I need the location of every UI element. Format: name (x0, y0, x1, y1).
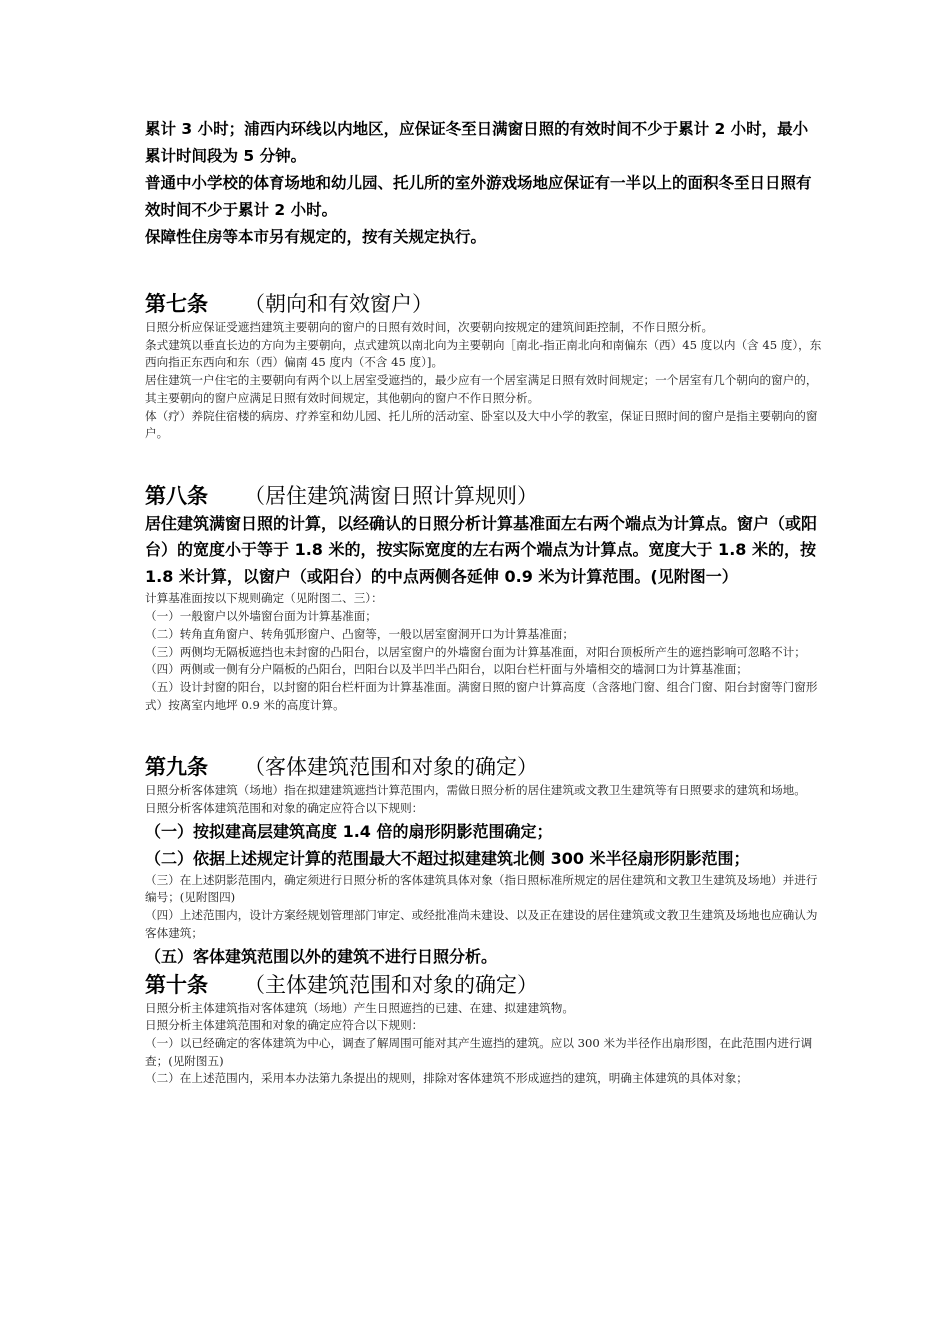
intro-paragraph-3: 保障性住房等本市另有规定的，按有关规定执行。 (145, 228, 487, 246)
article-8-paragraph: （三）两侧均无隔板遮挡也未封窗的凸阳台，以居室窗户的外墙窗台面为计算基准面，对阳台顶板所产生的遮挡影响可忽略不计； (145, 644, 806, 659)
article-9-bold-item: （一）按拟建高层建筑高度 1.4 倍的扇形阴影范围确定； (145, 821, 553, 841)
article-10-paragraph: （一）以已经确定的客体建筑为中心，调查了解周围可能对其产生遮挡的建筑。应以 300 米为半径作出扇形图，在此范围内进行调查；(见附图五) (145, 1035, 813, 1068)
article-9-number: 第九条 (145, 755, 208, 780)
article-9-heading (145, 752, 822, 782)
intro-paragraph-2: 普通中小学校的体育场地和幼儿园、托儿所的室外游戏场地应保证有一半以上的面积冬至日日照有效时间不少于累计 2 小时。 (145, 174, 812, 219)
article-9-paragraph: 日照分析客体建筑（场地）指在拟建建筑遮挡计算范围内，需做日照分析的居住建筑或文教卫生建筑等有日照要求的建筑和场地。 (145, 783, 806, 798)
intro-paragraph-1: 累计 3 小时；浦西内环线以内地区，应保证冬至日满窗日照的有效时间不少于累计 2 小时，最小累计时间段为 5 分钟。 (145, 120, 809, 165)
article-7-title: （朝向和有效窗户） (244, 292, 433, 316)
article-10-paragraph: 日照分析主体建筑指对客体建筑（场地）产生日照遮挡的已建、在建、拟建建筑物。 (145, 1000, 574, 1015)
article-8-bold-paragraph: 居住建筑满窗日照的计算，以经确认的日照分析计算基准面左右两个端点为计算点。窗户（或阳台）的宽度小于等于 1.8 米的，按实际宽度的左右两个端点为计算点。宽度大于 1.8 米的，按 1.8 米计算，以窗户（或阳台）的中点两侧各延伸 0.9 米为计算范围。(见附图一） (145, 513, 818, 586)
article-10-paragraph: 日照分析主体建筑范围和对象的确定应符合以下规则： (145, 1018, 424, 1033)
article-10-heading (145, 970, 822, 1000)
article-7-paragraph: 体（疗）养院住宿楼的病房、疗养室和幼儿园、托儿所的活动室、卧室以及大中小学的教室，保证日照时间的窗户是指主要朝向的窗户。 (145, 408, 818, 441)
article-8-number: 第八条 (145, 483, 208, 508)
article-9-title: （客体建筑范围和对象的确定） (244, 755, 538, 780)
article-8-paragraph: （一）一般窗户以外墙窗台面为计算基准面； (145, 609, 377, 624)
article-9-bold-item: （五）客体建筑范围以外的建筑不进行日照分析。 (145, 946, 498, 966)
article-8-heading (145, 481, 822, 511)
article-8-paragraph: （二）转角直角窗户、转角弧形窗户、凸窗等，一般以居室窗洞开口为计算基准面； (145, 626, 574, 641)
article-8-paragraph: 计算基准面按以下规则确定（见附图二、三）： (145, 591, 383, 606)
article-7-heading (145, 289, 822, 319)
article-7-paragraph: 居住建筑一户住宅的主要朝向有两个以上居室受遮挡的，最少应有一个居室满足日照有效时间规定；一个居室有几个朝向的窗户的，其主要朝向的窗户应满足日照有效时间规定，其他朝向的窗户不作日照分析。 (145, 373, 818, 405)
article-9-paragraph: （四）上述范围内，设计方案经规划管理部门审定、或经批准尚未建设、以及正在建设的居住建筑或文教卫生建筑及场地也应确认为客体建筑； (145, 908, 818, 940)
article-10-number: 第十条 (145, 972, 208, 997)
article-10-paragraph: （二）在上述范围内，采用本办法第九条提出的规则，排除对客体建筑不形成遮挡的建筑，明确主体建筑的具体对象； (145, 1071, 748, 1086)
article-10-title: （主体建筑范围和对象的确定） (244, 972, 538, 997)
article-8-paragraph: （四）两侧或一侧有分户隔板的凸阳台，凹阳台以及半凹半凸阳台，以阳台栏杆面与外墙相交的墙洞口为计算基准面； (145, 662, 748, 677)
article-9-bold-item: （二）依据上述规定计算的范围最大不超过拟建建筑北侧 300 米半径扇形阴影范围； (145, 848, 750, 868)
article-9-paragraph: （三）在上述阴影范围内，确定须进行日照分析的客体建筑具体对象（指日照标准所规定的居住建筑和文教卫生建筑及场地）并进行编号；(见附图四) (145, 872, 818, 905)
article-7-paragraph: 日照分析应保证受遮挡建筑主要朝向的窗户的日照有效时间，次要朝向按规定的建筑间距控制，不作日照分析。 (145, 320, 714, 334)
article-7-paragraph: 条式建筑以垂直长边的方向为主要朝向，点式建筑以南北向为主要朝向［南北-指正南北向和南偏东（西）45 度以内（含 45 度），东西向指正东西向和东（西）偏南 45 度内（不含 45 度）]。 (145, 337, 822, 370)
article-8-paragraph: （五）设计封窗的阳台，以封窗的阳台栏杆面为计算基准面。满窗日照的窗户计算高度（含落地门窗、组合门窗、阳台封窗等门窗形式）按离室内地坪 0.9 米的高度计算。 (145, 679, 818, 712)
article-7-number: 第七条 (145, 292, 208, 316)
article-8-title: （居住建筑满窗日照计算规则） (244, 483, 538, 508)
article-9-paragraph: 日照分析客体建筑范围和对象的确定应符合以下规则： (145, 801, 424, 816)
